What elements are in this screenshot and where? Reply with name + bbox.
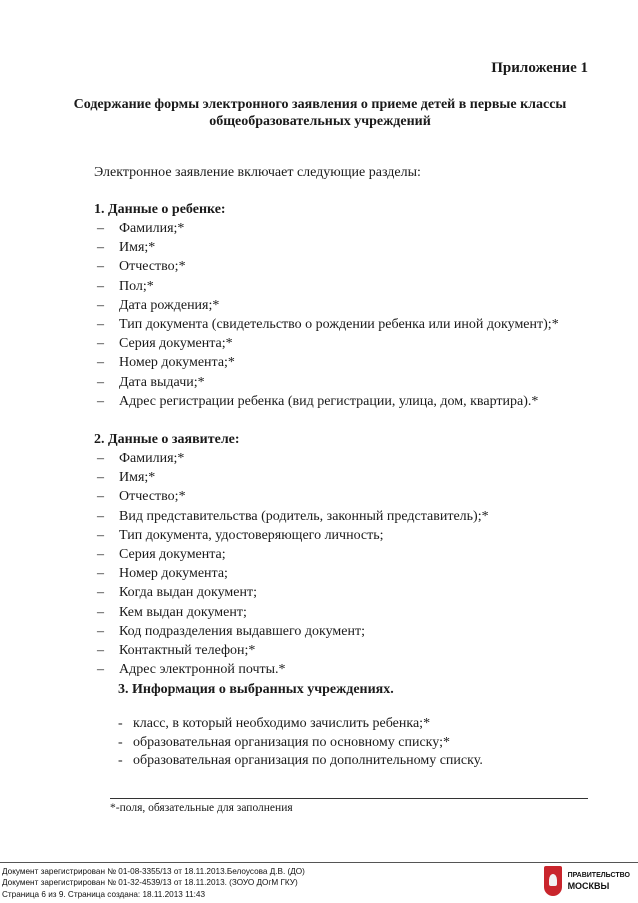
bullet-dash: - — [118, 753, 123, 768]
list-item-text: образовательная организация по дополнительному списку. — [133, 753, 483, 768]
list-item — [97, 296, 589, 315]
intro-text: Электронное заявление включает следующие разделы: — [94, 165, 421, 180]
list-item — [97, 487, 589, 506]
list-item — [97, 219, 589, 238]
list-item — [97, 603, 589, 622]
list-item-text: Отчество;* — [119, 489, 186, 505]
moscow-coat-of-arms-icon — [544, 866, 562, 896]
list-item — [118, 752, 603, 771]
list-item-text: образовательная организация по основному списку;* — [133, 734, 450, 750]
bullet-dash: – — [97, 451, 104, 466]
list-item-text: Адрес электронной почты.* — [119, 662, 286, 678]
bullet-dash: – — [97, 662, 104, 678]
bullet-dash: – — [97, 297, 104, 313]
list-item-text: Номер документа; — [119, 566, 228, 582]
list-item-text: Номер документа;* — [119, 355, 235, 371]
section2-list — [97, 449, 589, 679]
list-item-text: Адрес регистрации ребенка (вид регистрации, улица, дом, квартира).* — [119, 393, 539, 409]
footer-divider — [0, 862, 638, 863]
bullet-dash: – — [97, 278, 104, 294]
bullet-dash: – — [97, 470, 104, 486]
list-item — [97, 564, 589, 583]
list-item — [97, 641, 589, 660]
list-item-text: Пол;* — [119, 278, 154, 294]
footer-line-2: Документ зарегистрирован № 01-32-4539/13 от 18.11.2013. (ЗОУО ДОгМ ГКУ) — [2, 878, 298, 888]
section1-heading: 1. Данные о ребенке: — [94, 202, 226, 217]
list-item — [97, 257, 589, 276]
list-item-text: Дата рождения;* — [119, 297, 220, 313]
bullet-dash: – — [97, 221, 104, 236]
appendix-label: Приложение 1 — [491, 60, 588, 76]
list-item — [97, 468, 589, 487]
list-item — [97, 315, 589, 334]
list-item-text: Вид представительства (родитель, законный представитель);* — [119, 508, 489, 524]
list-item-text: Кем выдан документ; — [119, 604, 247, 620]
footer-line-3: Страница 6 из 9. Страница создана: 18.11.2013 11:43 — [2, 889, 205, 899]
bullet-dash: – — [97, 527, 104, 543]
bullet-dash: – — [97, 336, 104, 352]
list-item — [97, 353, 589, 372]
bullet-dash: – — [97, 623, 104, 639]
bullet-dash: – — [97, 508, 104, 524]
list-item-text: Серия документа;* — [119, 336, 233, 352]
list-item — [97, 583, 589, 602]
gov-label-top: ПРАВИТЕЛЬСТВО — [567, 872, 630, 879]
list-item-text: Тип документа, удостоверяющего личность; — [119, 527, 384, 543]
list-item — [97, 622, 589, 641]
footnote: *-поля, обязательные для заполнения — [110, 802, 293, 814]
section3-list — [118, 715, 603, 771]
list-item — [97, 238, 589, 257]
footnote-divider — [110, 798, 588, 799]
bullet-dash: – — [97, 240, 104, 256]
list-item — [97, 526, 589, 545]
document-title: Содержание формы электронного заявления о приеме детей в первые классы общеобразовательных учреждений — [73, 97, 567, 129]
list-item — [97, 545, 589, 564]
bullet-dash: – — [97, 566, 104, 582]
government-logo — [544, 866, 630, 896]
list-item — [97, 277, 589, 296]
gov-label-bottom: МОСКВЫ — [567, 881, 610, 891]
bullet-dash: – — [97, 317, 104, 333]
list-item-text: Контактный телефон;* — [119, 643, 256, 659]
list-item — [97, 373, 589, 392]
list-item-text: Фамилия;* — [119, 451, 185, 466]
list-item-text: Серия документа; — [119, 547, 226, 563]
registration-footer — [2, 866, 305, 900]
list-item — [97, 392, 589, 411]
bullet-dash: – — [97, 489, 104, 505]
bullet-dash: – — [97, 585, 104, 601]
bullet-dash: – — [97, 643, 104, 659]
list-item — [118, 715, 603, 734]
list-item — [97, 507, 589, 526]
bullet-dash: – — [97, 259, 104, 275]
list-item-text: Код подразделения выдавшего документ; — [119, 623, 365, 639]
list-item-text: Когда выдан документ; — [119, 585, 257, 601]
bullet-dash: – — [97, 355, 104, 371]
list-item-text: Имя;* — [119, 240, 156, 256]
list-item-text: Имя;* — [119, 470, 156, 486]
section3-heading: 3. Информация о выбранных учреждениях. — [118, 682, 394, 697]
footer-line-1: Документ зарегистрирован № 01-08-3355/13 от 18.11.2013.Белоусова Д.В. (ДО) — [2, 867, 305, 876]
list-item — [97, 449, 589, 468]
section2-heading: 2. Данные о заявителе: — [94, 432, 240, 447]
bullet-dash: - — [118, 734, 123, 750]
list-item-text: класс, в который необходимо зачислить ребенка;* — [133, 716, 431, 731]
bullet-dash: - — [118, 716, 123, 731]
list-item-text: Отчество;* — [119, 259, 186, 275]
list-item — [97, 334, 589, 353]
list-item-text: Фамилия;* — [119, 221, 185, 236]
list-item — [97, 660, 589, 679]
list-item-text: Дата выдачи;* — [119, 374, 205, 390]
section1-list — [97, 219, 589, 411]
bullet-dash: – — [97, 393, 104, 409]
list-item — [118, 734, 603, 753]
bullet-dash: – — [97, 374, 104, 390]
bullet-dash: – — [97, 604, 104, 620]
list-item-text: Тип документа (свидетельство о рождении ребенка или иной документ);* — [119, 317, 559, 333]
bullet-dash: – — [97, 547, 104, 563]
